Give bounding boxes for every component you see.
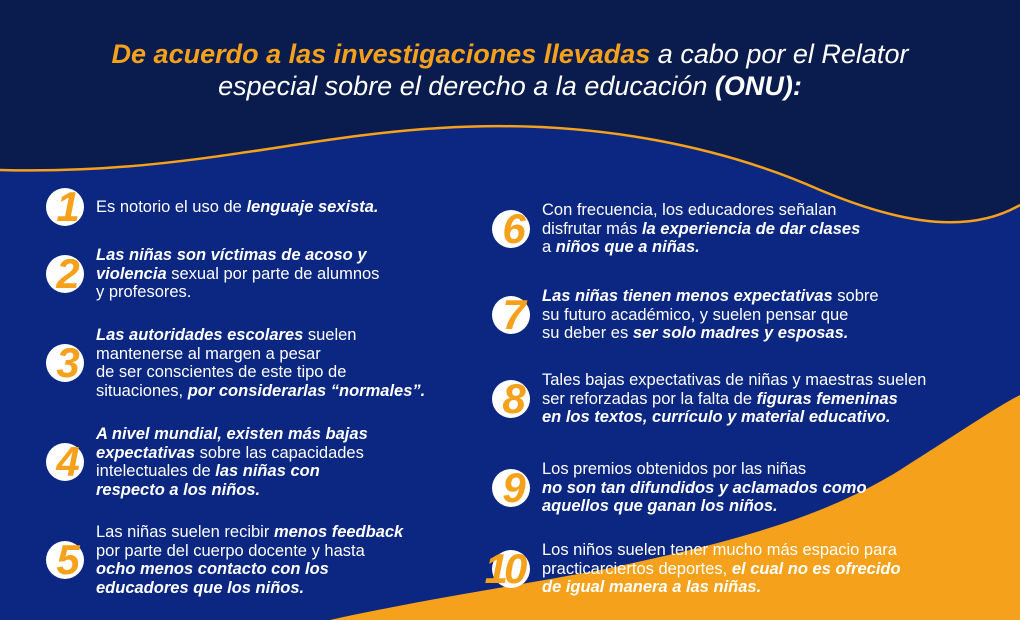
plain-text: sobre las capacidades — [195, 443, 364, 462]
emphasis-text: de igual manera a las niñas. — [542, 578, 762, 596]
item-text — [542, 287, 879, 343]
plain-text: situaciones, — [96, 381, 188, 400]
item-text-line — [96, 462, 368, 481]
item-text-line — [542, 460, 867, 479]
plain-text: Con frecuencia, los educadores señalan — [542, 201, 837, 219]
emphasis-text: respecto a los niños. — [96, 480, 261, 499]
plain-text: mantenerse al margen a pesar — [96, 344, 321, 363]
plain-text: intelectuales de — [96, 462, 216, 480]
item-text-line — [96, 542, 403, 561]
emphasis-text: expectativas — [96, 443, 196, 462]
plain-text: Los niños suelen tener mucho más espacio para — [542, 541, 897, 559]
item-text-line — [542, 287, 879, 306]
plain-text: disfrutar más — [542, 219, 642, 238]
number-badge: 10 — [492, 550, 530, 588]
item-text-line — [96, 579, 403, 598]
item-text-line — [542, 541, 901, 560]
item-text-line — [96, 444, 368, 463]
plain-text: Las niñas suelen recibir — [96, 523, 274, 541]
number-badge: 3 — [46, 344, 84, 382]
list-item-2 — [46, 246, 379, 302]
plain-text: practicarciertos deportes, — [542, 559, 732, 578]
item-text — [96, 326, 425, 400]
item-text-line — [542, 201, 860, 220]
item-text-line — [96, 283, 379, 302]
emphasis-text: por considerarlas “normales”. — [187, 381, 426, 400]
list-item-3 — [46, 326, 425, 400]
item-text-line — [96, 425, 368, 444]
emphasis-text: menos feedback — [273, 523, 404, 541]
emphasis-text: niños que a niñas. — [555, 238, 700, 256]
plain-text: su futuro académico, y suelen pensar que — [542, 305, 849, 324]
list-item-10 — [484, 541, 901, 597]
item-text-line — [96, 345, 425, 364]
number-badge: 2 — [46, 255, 84, 293]
plain-text: Es notorio el uso de — [96, 197, 247, 216]
number-badge: 7 — [492, 296, 530, 334]
item-text-line — [542, 324, 879, 343]
list-item-1 — [46, 183, 379, 230]
list-item-6 — [492, 201, 860, 257]
item-text — [542, 371, 926, 427]
item-text — [96, 425, 368, 499]
number-badge: 1 — [46, 188, 84, 226]
item-text-line — [96, 523, 403, 542]
emphasis-text: lenguaje sexista. — [246, 197, 379, 216]
item-text-line — [542, 371, 926, 390]
emphasis-text: ser solo madres y esposas. — [632, 324, 849, 342]
item-text-line — [542, 238, 860, 257]
emphasis-text: violencia — [96, 264, 167, 283]
item-text-line — [96, 265, 379, 284]
item-text — [542, 460, 867, 516]
emphasis-text: aquellos que ganan los niños. — [542, 497, 778, 515]
item-text-line — [542, 479, 867, 498]
plain-text: a — [542, 238, 556, 256]
plain-text: ser reforzadas por la falta de — [542, 389, 757, 408]
emphasis-text: el cual no es ofrecido — [731, 559, 901, 578]
item-text — [96, 523, 403, 597]
plain-text: y profesores. — [96, 283, 192, 301]
list-item-9 — [492, 460, 867, 516]
emphasis-text: educadores que los niños. — [96, 578, 305, 597]
title-highlight: De acuerdo a las investigaciones llevadas — [111, 39, 651, 69]
item-text-line — [96, 382, 425, 401]
item-text-line — [96, 246, 379, 265]
item-text — [96, 198, 379, 217]
item-text-line — [96, 198, 379, 217]
emphasis-text: figuras femeninas — [756, 389, 898, 408]
emphasis-text: ocho menos contacto con los — [96, 560, 329, 578]
item-text-line — [96, 481, 368, 500]
item-text-line — [542, 497, 867, 516]
number-badge: 6 — [492, 210, 530, 248]
emphasis-text: no son tan difundidos y aclamados como — [542, 478, 867, 497]
list-item-5 — [46, 523, 403, 597]
item-text — [542, 201, 860, 257]
item-text — [542, 541, 901, 597]
plain-text: Los premios obtenidos por las niñas — [542, 460, 807, 478]
item-text-line — [96, 326, 425, 345]
list-item-4 — [46, 425, 368, 499]
emphasis-text: A nivel mundial, existen más bajas — [96, 425, 368, 443]
item-text-line — [542, 408, 926, 427]
emphasis-text: Las autoridades escolares — [96, 326, 304, 344]
emphasis-text: Las niñas son víctimas de acoso y — [96, 246, 367, 264]
plain-text: sexual por parte de alumnos — [166, 264, 380, 283]
emphasis-text: en los textos, currículo y material educativo. — [542, 408, 891, 426]
item-text — [96, 246, 379, 302]
plain-text: de ser conscientes de este tipo de — [96, 363, 347, 381]
emphasis-text: Las niñas tienen menos expectativas — [542, 287, 833, 305]
number-badge: 9 — [492, 469, 530, 507]
emphasis-text: las niñas con — [215, 462, 320, 480]
number-badge: 5 — [46, 541, 84, 579]
emphasis-text: la experiencia de dar clases — [641, 219, 861, 238]
item-text-line — [96, 363, 425, 382]
item-text-line — [542, 578, 901, 597]
plain-text: sobre — [832, 287, 879, 305]
item-text-line — [96, 560, 403, 579]
number-badge: 8 — [492, 380, 530, 418]
list-item-8 — [492, 371, 926, 427]
plain-text: suelen — [303, 326, 357, 344]
item-text-line — [542, 390, 926, 409]
page-title: De acuerdo a las investigaciones llevadas a cabo por el Relator especial sobre el derecho a la educación (ONU): — [111, 39, 909, 101]
item-text-line — [542, 560, 901, 579]
plain-text: Tales bajas expectativas de niñas y maestras suelen — [542, 371, 927, 389]
list-item-7 — [492, 287, 879, 343]
number-badge: 4 — [46, 443, 84, 481]
item-text-line — [542, 220, 860, 239]
plain-text: por parte del cuerpo docente y hasta — [96, 541, 365, 560]
plain-text: su deber es — [542, 324, 633, 342]
item-text-line — [542, 306, 879, 325]
